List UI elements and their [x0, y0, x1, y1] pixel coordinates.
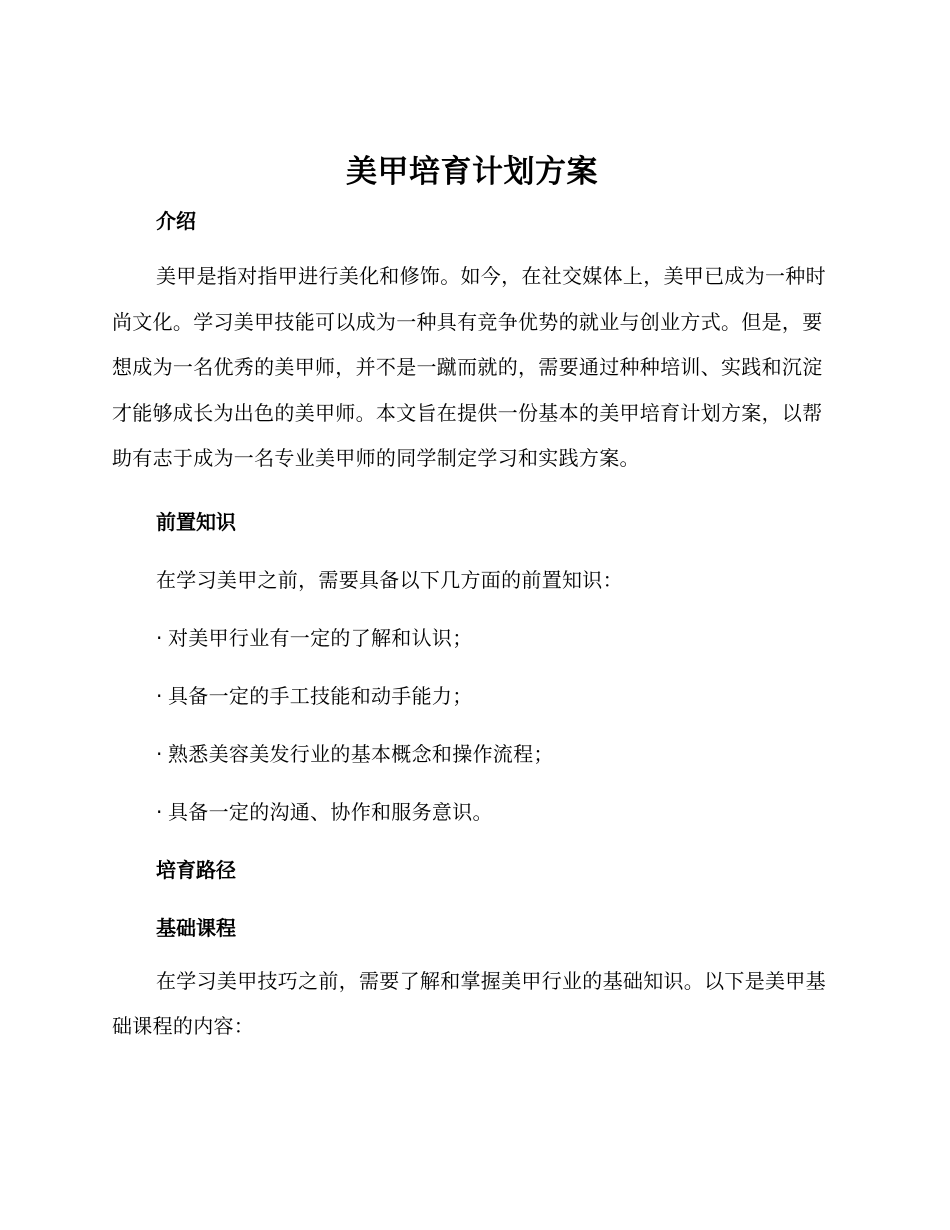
list-item-text: 熟悉美容美发行业的基本概念和操作流程；: [168, 741, 554, 766]
paragraph-intro: 美甲是指对指甲进行美化和修饰。如今，在社交媒体上，美甲已成为一种时尚文化。学习美甲技能可以成为一种具有竞争优势的就业与创业方式。但是，要想成为一名优秀的美甲师，并不是一蹴而就的，需要通过种种培训、实践和沉淀才能够成长为出色的美甲师。本文旨在提供一份基本的美甲培育计划方案，以帮助有志于成为一名专业美甲师的同学制定学习和实践方案。: [112, 264, 826, 470]
document-page: [112, 150, 832, 1050]
bullet-glyph: ·: [156, 799, 163, 824]
bullet-glyph: ·: [156, 741, 163, 766]
heading-prerequisites: 前置知识: [156, 509, 236, 534]
heading-basics: 基础课程: [156, 915, 236, 940]
list-item-text: 具备一定的沟通、协作和服务意识。: [168, 799, 493, 824]
list-item-text: 具备一定的手工技能和动手能力；: [168, 683, 473, 708]
list-item: [112, 798, 832, 826]
list-item: [112, 624, 832, 652]
heading-intro: 介绍: [156, 209, 196, 233]
bullet-glyph: ·: [156, 683, 163, 708]
list-item: [112, 682, 832, 710]
list-item: [112, 740, 832, 768]
heading-path: 培育路径: [156, 857, 236, 882]
paragraph-basics: 在学习美甲技巧之前，需要了解和掌握美甲行业的基础知识。以下是美甲基础课程的内容：: [112, 968, 826, 1038]
bullet-glyph: ·: [156, 625, 163, 650]
paragraph-prerequisites-lead: 在学习美甲之前，需要具备以下几方面的前置知识：: [156, 567, 623, 592]
document-title: 美甲培育计划方案: [346, 154, 598, 190]
list-item-text: 对美甲行业有一定的了解和认识；: [168, 625, 473, 650]
